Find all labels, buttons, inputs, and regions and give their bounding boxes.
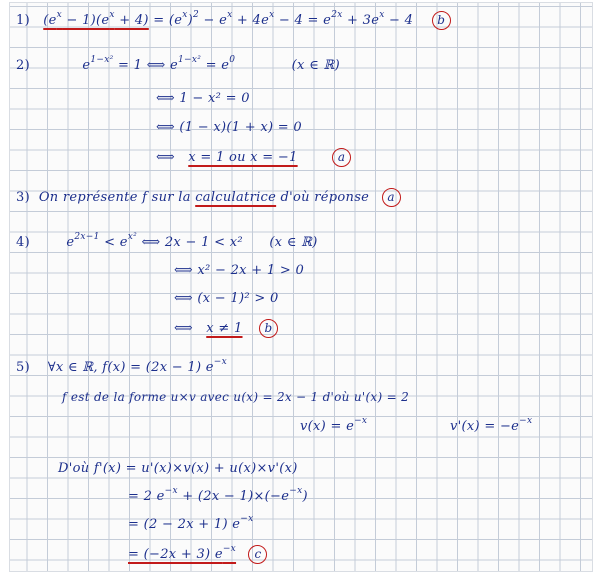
q4-line-2: ⟺ x² − 2x + 1 > 0 — [174, 263, 305, 278]
q2-number: 2) — [16, 58, 30, 73]
q4-condition: (x ∈ ℝ) — [269, 235, 318, 250]
q4-line-1: 4) $e^{2x-1} < e^{x^2}$ ⟺ 2x − 1 < x² (x ∈ ℝ) — [16, 232, 318, 250]
q5-line-3b: $v'(x) = -e^{-x}$ — [450, 416, 533, 434]
q5-line-4: D'où f'(x) = u'(x)×v(x) + u(x)×v'(x) — [58, 461, 298, 476]
q3-answer-circle: a — [382, 188, 401, 207]
q4-answer-circle: b — [259, 319, 278, 338]
q2-line-4: ⟺ x = 1 ou x = −1 a — [156, 148, 351, 167]
q1-number: 1) — [16, 13, 30, 28]
q4-solution: x ≠ 1 — [206, 321, 243, 336]
q5-derivative-result: = (−2x + 3) $e^{-x}$ — [128, 544, 237, 562]
notebook-page — [9, 2, 593, 572]
q4-line-3: ⟺ (x − 1)² > 0 — [174, 291, 279, 306]
q4-number: 4) — [16, 235, 30, 250]
q4-line-4: ⟺ x ≠ 1 b — [174, 319, 278, 338]
q1-expression: $(e^x - 1)(e^x + 4)$ — [43, 10, 149, 28]
q3-line: 3) On représente f sur la calculatrice d'où réponse a — [16, 188, 401, 207]
q5-line-7 — [128, 545, 267, 564]
q3-number: 3) — [16, 190, 30, 205]
q2-line-3: ⟺ (1 − x)(1 + x) = 0 — [156, 120, 303, 135]
q1-answer-circle: b — [432, 11, 451, 30]
q2-line-2: ⟺ 1 − x² = 0 — [156, 91, 250, 106]
q2-line-1: 2) $e^{1-x^2} = 1$ ⟺ $e^{1-x^2} = e^0$ (x ∈ ℝ) — [16, 55, 340, 73]
q1-line — [16, 11, 451, 30]
q2-solution: x = 1 ou x = −1 — [188, 150, 298, 165]
q3-calculatrice: calculatrice — [195, 190, 277, 205]
q2-condition: (x ∈ ℝ) — [291, 58, 340, 73]
q5-line-3a: $v(x) = e^{-x}$ — [300, 416, 368, 434]
q5-line-5: = 2 $e^{-x} + (2x - 1)\times(-e^{-x})$ — [128, 486, 308, 504]
q5-number: 5) — [16, 360, 30, 375]
q1-development: = $(e^x)^2 - e^x + 4e^x - 4 = e^{2x} + 3e^x - 4$ — [153, 10, 414, 28]
q5-answer-circle: c — [248, 545, 267, 564]
q5-line-2: f est de la forme u×v avec u(x) = 2x − 1 d'où u'(x) = 2 — [62, 390, 410, 404]
q2-answer-circle: a — [332, 148, 351, 167]
q5-line-6: = (2 − 2x + 1) $e^{-x}$ — [128, 514, 254, 532]
q5-line-1: 5) ∀x ∈ ℝ, f(x) = (2x − 1) $e^{-x}$ — [16, 357, 227, 375]
